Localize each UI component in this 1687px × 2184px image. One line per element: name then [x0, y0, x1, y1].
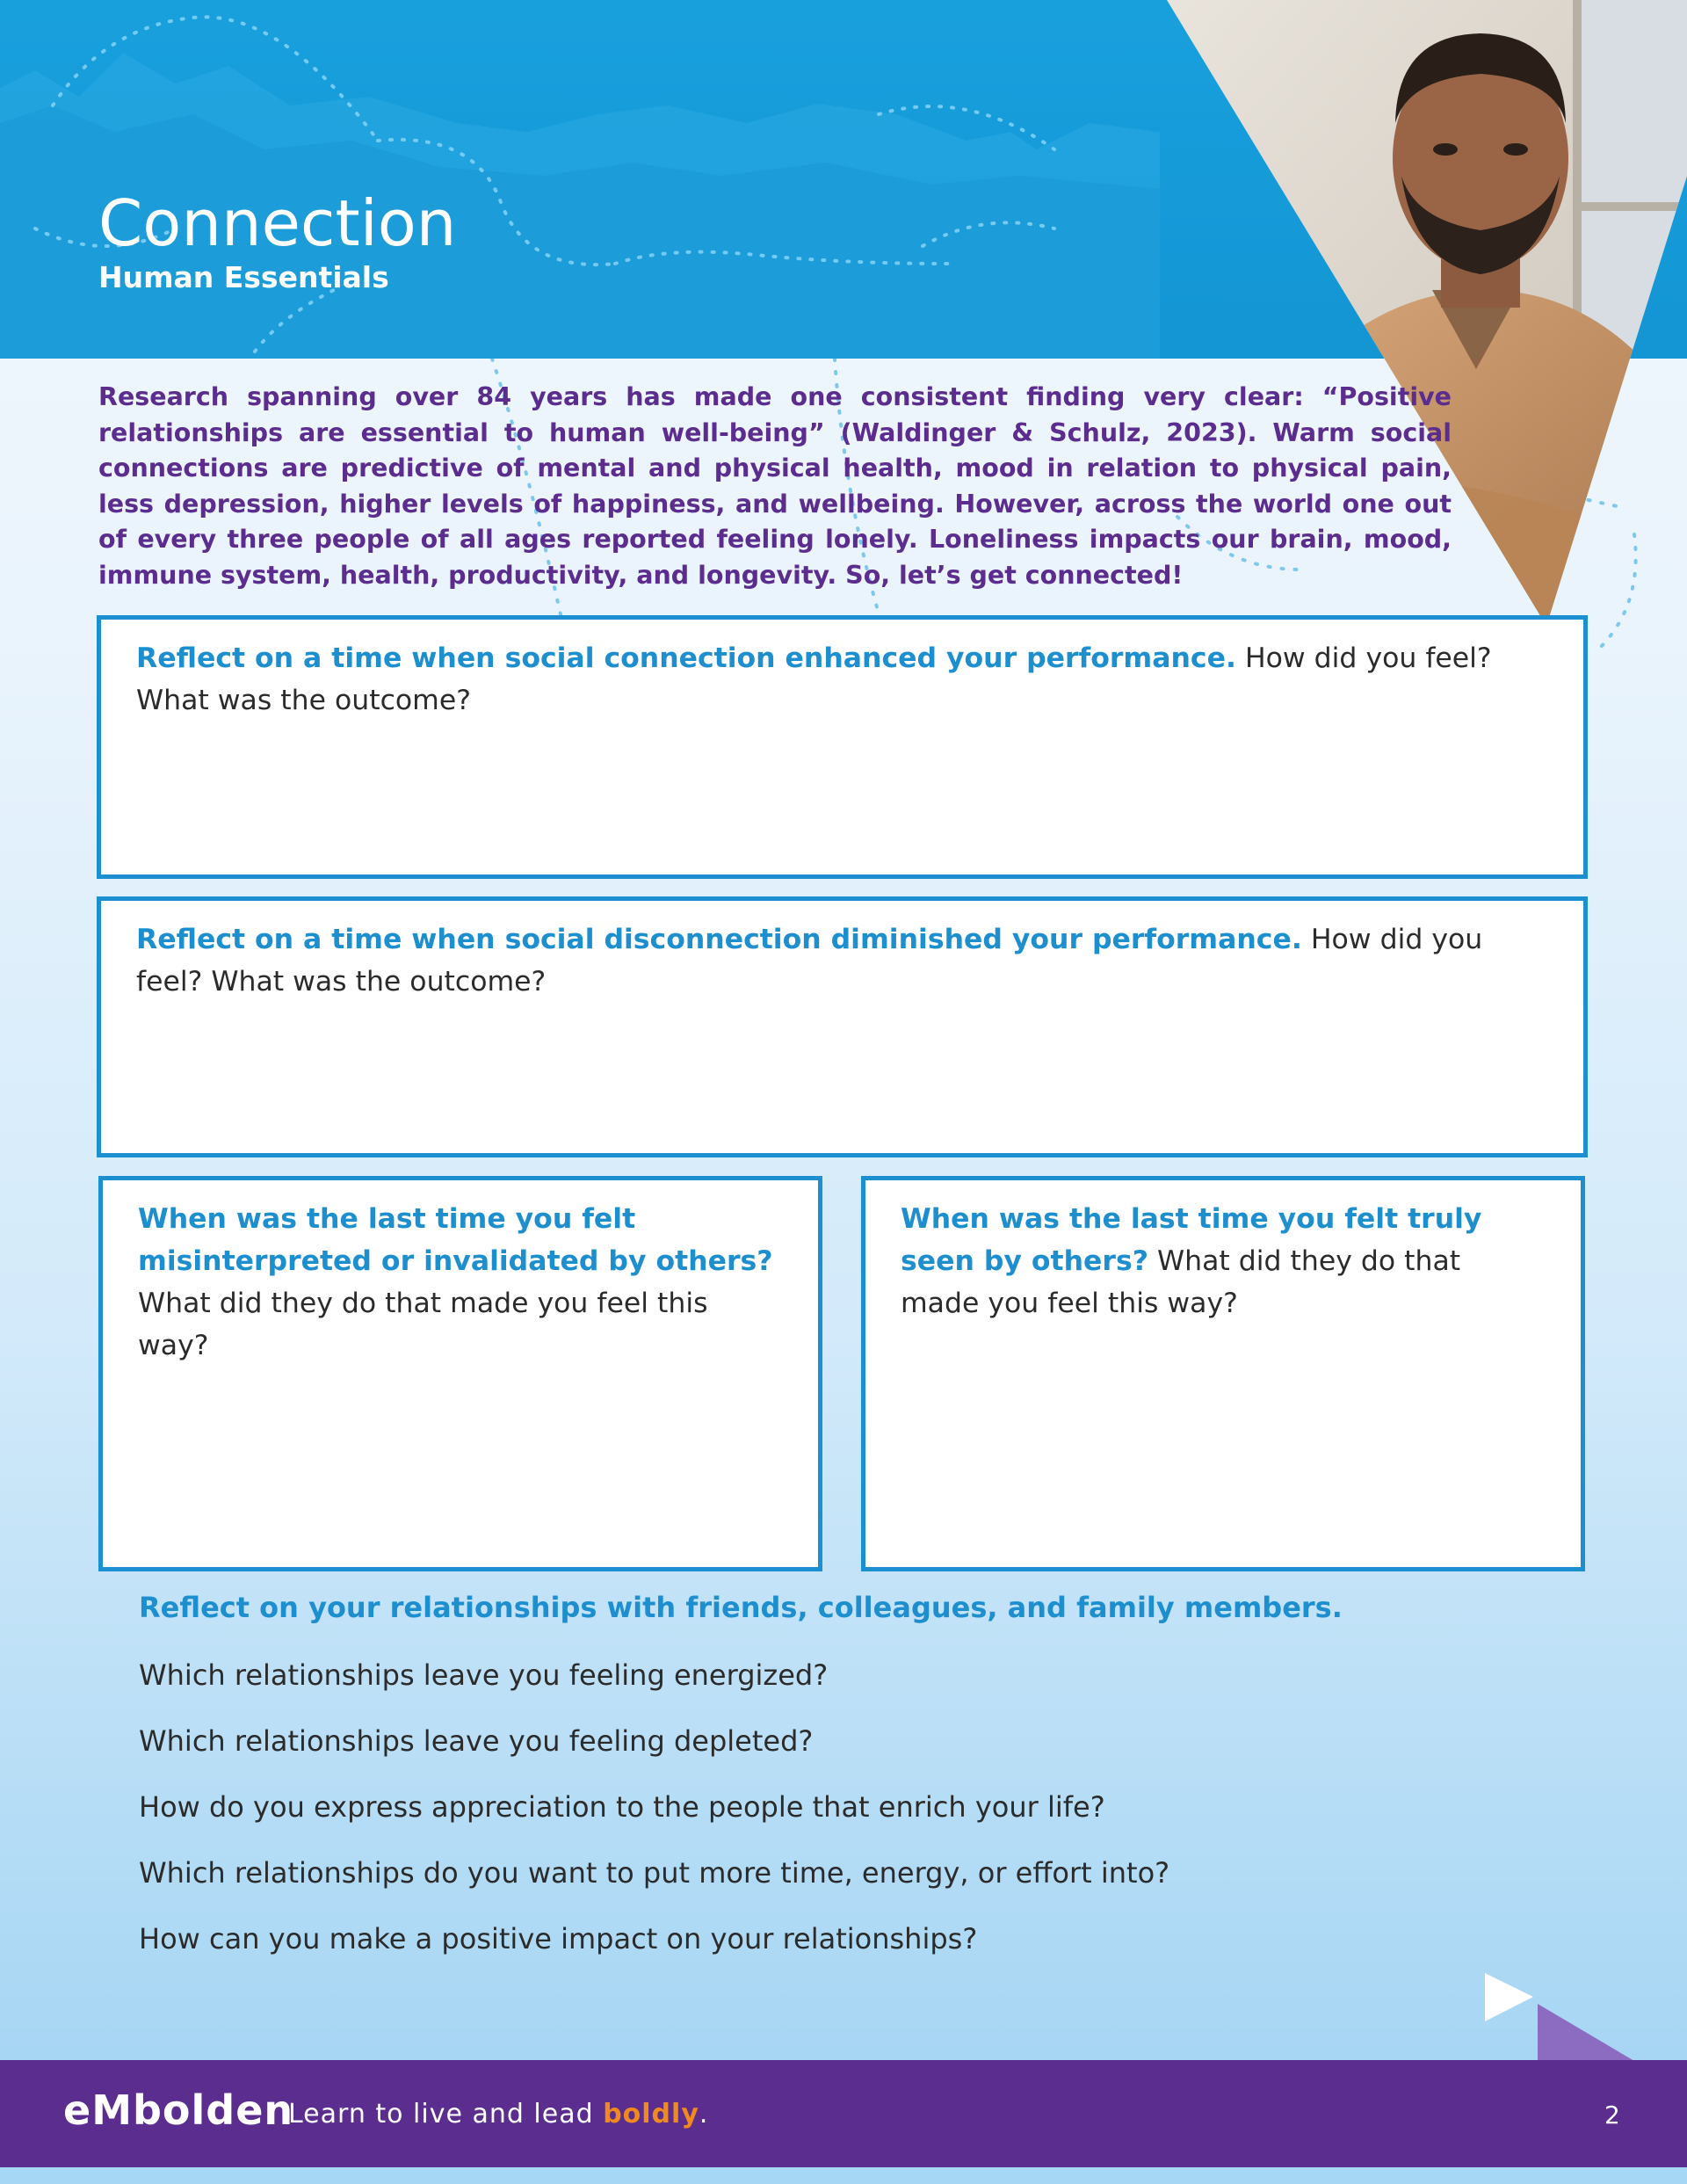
reflection-box-connection[interactable] [97, 615, 1588, 879]
list-item: How do you express appreciation to the people that enrich your life? [139, 1790, 1105, 1824]
prompt-followup: What did they do that made you feel this way? [901, 1245, 1461, 1319]
brand-logo: eMbolden [63, 2086, 294, 2134]
list-item: How can you make a positive impact on your relationships? [139, 1922, 978, 1955]
bottom-strip [0, 2167, 1687, 2184]
relationships-question-list [139, 1654, 1169, 1984]
tagline [288, 2099, 708, 2130]
prompt-followup: How did you feel? What was the outcome? [136, 642, 1492, 716]
prompt-followup: What did they do that made you feel this way? [138, 1288, 708, 1361]
prompt-question: When was the last time you felt truly seen by others? [901, 1203, 1482, 1277]
prompt-question: Reflect on a time when social disconnection diminished your performance. [136, 924, 1302, 955]
tagline-text: Learn to live and lead [288, 2099, 604, 2130]
page-number: 2 [1604, 2101, 1620, 2130]
tagline-period: . [699, 2099, 709, 2130]
list-item: Which relationships leave you feeling energized? [139, 1658, 829, 1692]
reflection-box-disconnection[interactable] [97, 896, 1588, 1157]
relationships-heading: Reflect on your relationships with friends, colleagues, and family members. [139, 1591, 1343, 1624]
footer-bar [0, 2060, 1687, 2167]
reflection-box-seen[interactable] [861, 1176, 1585, 1571]
prompt-question: When was the last time you felt misinterpreted or invalidated by others? [138, 1203, 773, 1277]
list-item: Which relationships leave you feeling depleted? [139, 1724, 814, 1758]
prompt-question: Reflect on a time when social connection enhanced your performance. [136, 642, 1236, 674]
reflection-box-invalidated[interactable] [98, 1176, 822, 1571]
page-title: Connection [98, 186, 457, 260]
prompt-followup: How did you feel? What was the outcome? [136, 924, 1483, 998]
tagline-bold-word: boldly [603, 2099, 699, 2130]
page-subtitle: Human Essentials [98, 260, 389, 294]
intro-paragraph: Research spanning over 84 years has made one consistent finding very clear: “Positive relationships are essential to human well-being” (Waldinger & Schulz, 2023). Warm social connections are predictive of mental and physical health, mood in relation to physical pain, less depression, higher levels of happiness, and wellbeing. However, across the world one out of every three people of all ages reported feeling lonely. Loneliness impacts our brain, mood, immune system, health, productivity, and longevity. So, let’s get connected! [98, 382, 1452, 590]
list-item: Which relationships do you want to put more time, energy, or effort into? [139, 1856, 1170, 1890]
